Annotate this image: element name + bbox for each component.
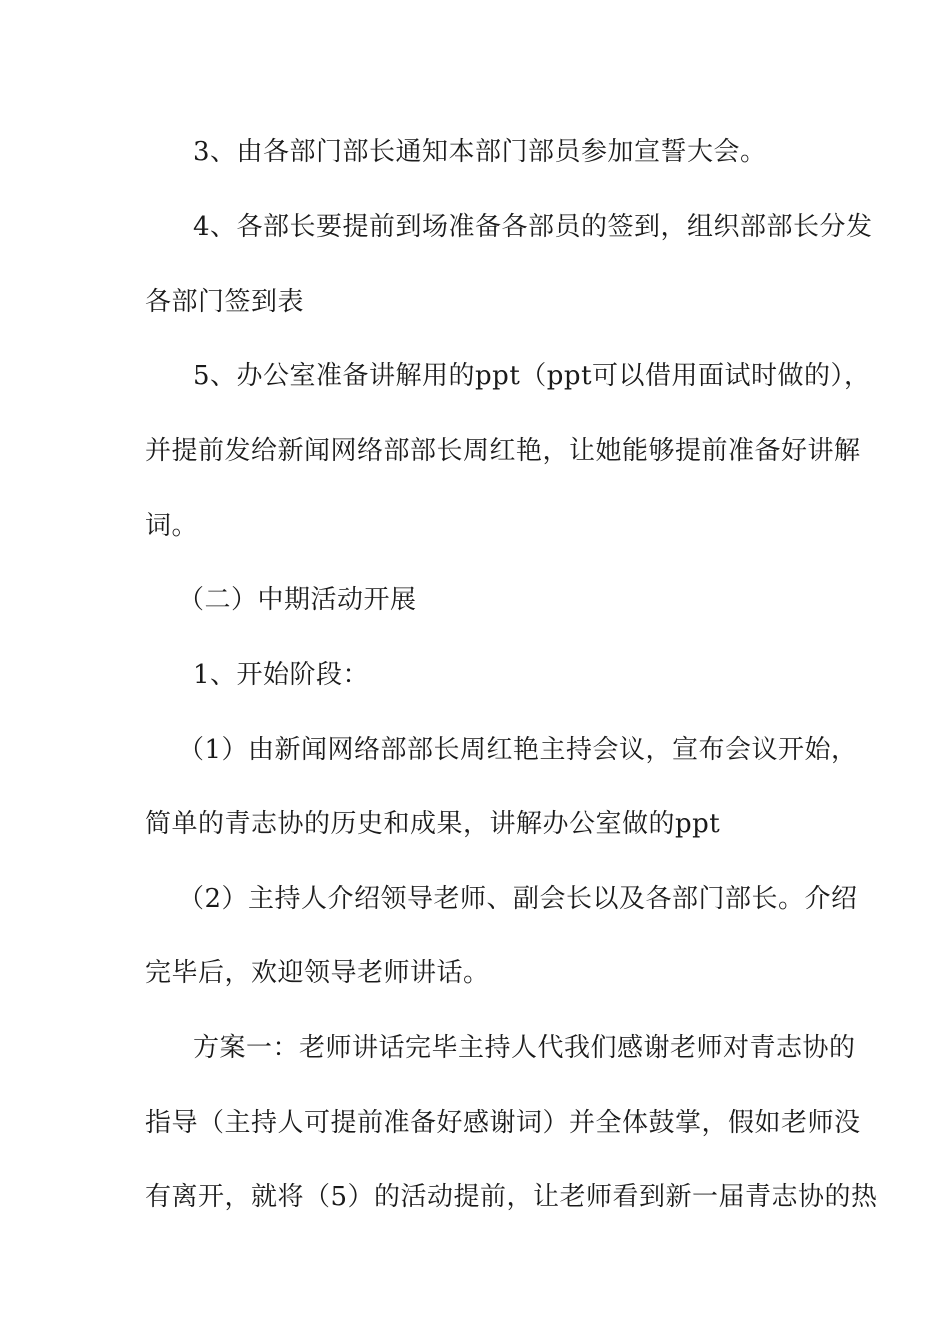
paragraph-line-3: 各部门签到表 [145, 287, 305, 317]
paragraph-line-1: 3、由各部门部长通知本部门部员参加宣誓大会。 [193, 137, 767, 167]
paragraph-line-10: 简单的青志协的历史和成果，讲解办公室做的ppt [145, 809, 721, 839]
paragraph-line-11: （2）主持人介绍领导老师、副会长以及各部门部长。介绍 [178, 884, 858, 914]
section-heading: （二）中期活动开展 [178, 585, 417, 615]
paragraph-line-8: 1、开始阶段： [193, 660, 370, 690]
paragraph-line-2: 4、各部长要提前到场准备各部员的签到，组织部部长分发 [193, 212, 873, 242]
paragraph-line-12: 完毕后，欢迎领导老师讲话。 [145, 958, 490, 988]
paragraph-line-15: 有离开，就将（5）的活动提前，让老师看到新一届青志协的热 [145, 1182, 878, 1212]
paragraph-line-6: 词。 [145, 511, 199, 541]
paragraph-line-4: 5、办公室准备讲解用的ppt（ppt可以借用面试时做的）， [193, 361, 871, 391]
paragraph-line-5: 并提前发给新闻网络部部长周红艳，让她能够提前准备好讲解 [145, 436, 861, 466]
paragraph-line-13: 方案一：老师讲话完毕主持人代我们感谢老师对青志协的 [193, 1033, 856, 1063]
paragraph-line-9: （1）由新闻网络部部长周红艳主持会议，宣布会议开始， [178, 735, 858, 765]
paragraph-line-14: 指导（主持人可提前准备好感谢词）并全体鼓掌，假如老师没 [145, 1108, 861, 1138]
